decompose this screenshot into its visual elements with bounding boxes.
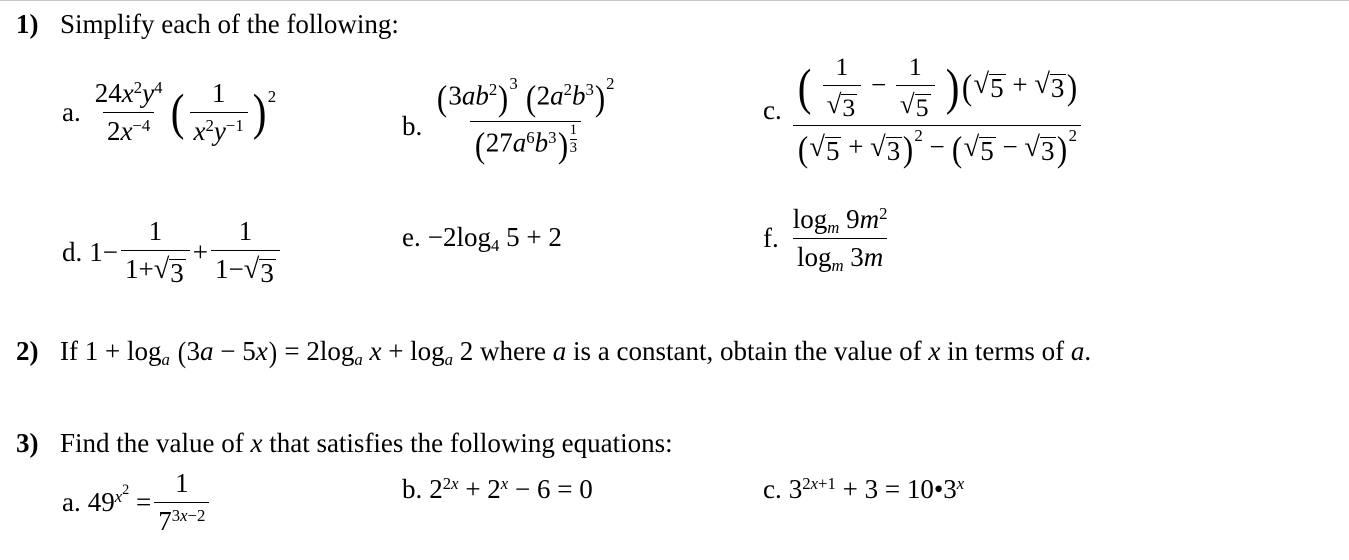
question-2: 2) If $1 + \log_a (3a - 5x) = 2\log_a$ $x + \log_a 2$ where a is a constant, obtain the value of x in terms of a. [16, 336, 1092, 370]
equation-3b: b. $2^{2x} + 2^x - 6 = 0$ [402, 473, 593, 504]
question-3: 3) Find the value of x that satisfies the following equations: [16, 428, 673, 458]
item-label: d. [62, 237, 83, 267]
question-number: 1) [16, 9, 39, 39]
item-label: c. [763, 95, 782, 126]
item-label: c. [763, 474, 782, 504]
expression-1c [763, 54, 1086, 168]
question-text: Simplify each of the following: [60, 9, 399, 39]
top-divider [0, 0, 1349, 1]
item-label: a. [62, 97, 81, 127]
item-label: e. [402, 222, 421, 252]
item-label: b. [402, 111, 423, 142]
expression-1d: d. 1− 1 1+ √ 3 + 1 1− √ 3 [62, 218, 283, 287]
question-1 [16, 11, 399, 38]
fraction: $\frac{\log_m 9m^2}{\log_m 3m}$ [792, 203, 888, 276]
expression-1e: e. $-2\log_4$ 5 + 2 [402, 222, 562, 256]
fraction: 1 1− √ 3 [211, 218, 280, 287]
fraction: $\frac{1}{7^{3x-2}}$ [154, 470, 209, 535]
equation-3a: a. $49^{x^2}$ = $\frac{1}{7^{3x-2}}$ [62, 470, 212, 535]
question-number: 3) [16, 428, 39, 458]
fraction: ( 1 √ 3 − 1 √ 5 )( √ 5 + √ 3 ) ( √ 5 + √ 3 )$^2$ − ( √ 5 − √ 3 )$^2$ [792, 54, 1083, 168]
item-label: b. [402, 474, 423, 504]
equation-3c: c. $3^{2x+1} + 3$ = $10•3^x$ [763, 473, 965, 504]
fraction: $(3ab^2)^3$ $(2a^2b^3)^2$ $(27a^6b^3)$ $\frac{1}{3}$ [432, 80, 618, 174]
expression-1b [402, 74, 621, 174]
fraction: $\frac{24x^2y^4}{2x^{-4}}$ [94, 77, 163, 146]
expression-1f [763, 203, 894, 276]
item-label: f. [763, 223, 779, 253]
question-number: 2) [16, 336, 39, 366]
fraction: 1 1+ √ 3 [121, 218, 190, 287]
expression-1a: a. $\frac{24x^2y^4}{2x^{-4}}$ ( $\frac{1}{x^2y^{-1}}$ ) 2 [62, 77, 277, 146]
item-label: a. [62, 487, 81, 517]
fraction: $\frac{1}{x^2y^{-1}}$ [190, 80, 248, 145]
